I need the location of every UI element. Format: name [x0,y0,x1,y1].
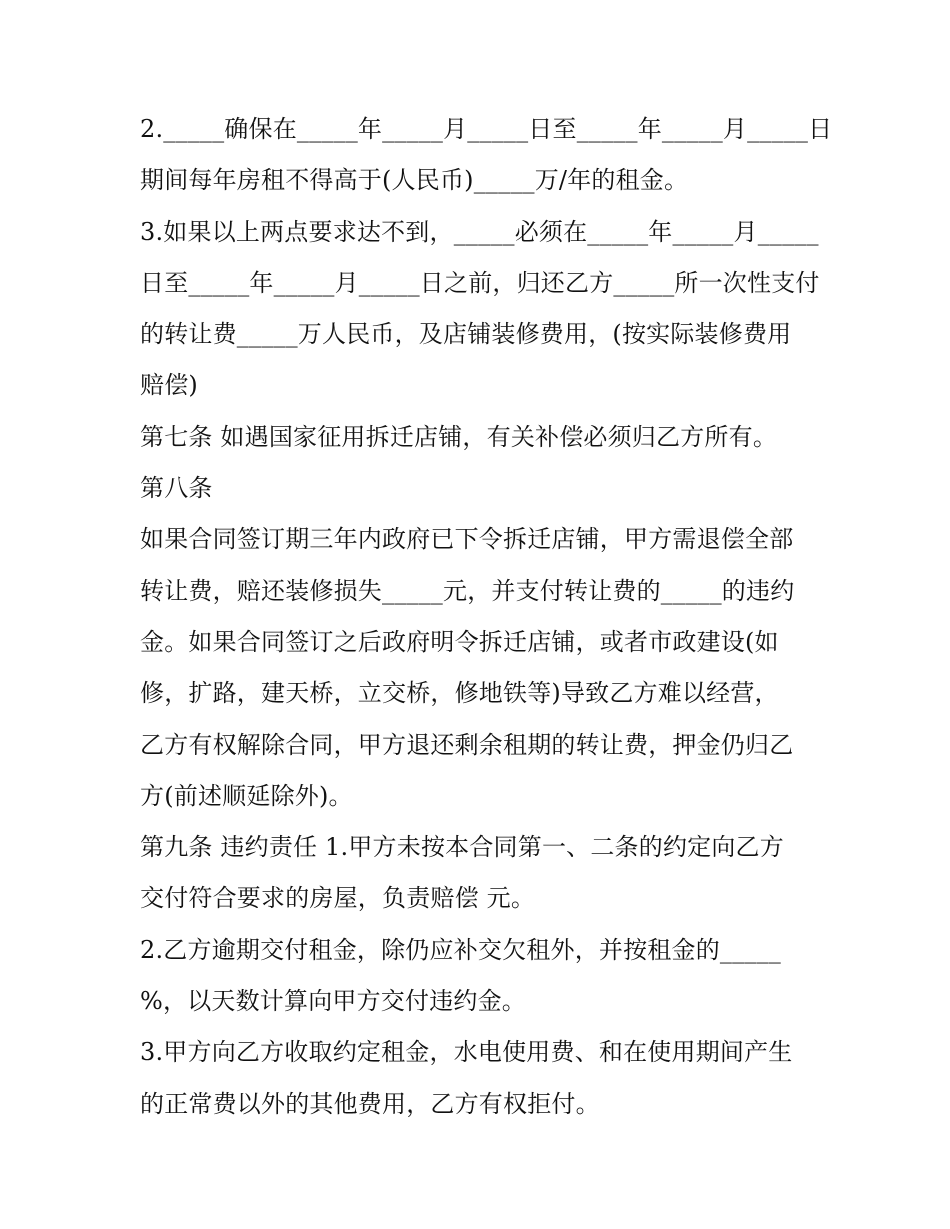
text-line: 3.甲方向乙方收取约定租金，水电使用费、和在使用期间产生 [140,1038,793,1067]
text-line: 如果合同签订期三年内政府已下令拆迁店铺，甲方需退偿全部 [140,525,794,554]
document-body [140,104,833,1130]
text-line: 的正常费以外的其他费用，乙方有权拒付。 [140,1089,600,1118]
text-line: 修，扩路，建天桥，立交桥，修地铁等)导致乙方难以经营， [140,679,779,708]
text-line: 期间每年房租不得高于(人民币)_____万/年的租金。 [140,166,689,195]
text-line: %，以天数计算向甲方交付违约金。 [140,987,527,1016]
article-7-line: 第七条 如遇国家征用拆迁店铺，有关补偿必须归乙方所有。 [140,422,778,451]
text-line: 3.如果以上两点要求达不到，_____必须在_____年_____月_____ [140,217,819,246]
text-line: 2.乙方逾期交付租金，除仍应补交欠租外，并按租金的_____ [140,935,781,964]
article-8-heading: 第八条 [140,474,213,503]
article-9-line: 第九条 违约责任 1.甲方未按本合同第一、二条的约定向乙方 [140,833,784,862]
text-line: 的转让费_____万人民币，及店铺装修费用，(按实际装修费用 [140,320,792,349]
text-line: 赔偿) [140,371,198,400]
text-line: 交付符合要求的房屋，负责赔偿 元。 [140,884,536,913]
text-line: 乙方有权解除合同，甲方退还剩余租期的转让费，押金仍归乙 [140,730,794,759]
text-line: 2._____确保在_____年_____月_____日至_____年_____月_____日 [140,115,833,143]
text-line: 转让费，赔还装修损失_____元，并支付转让费的_____的违约 [140,576,795,605]
text-line: 方(前述顺延除外)。 [140,781,353,810]
text-line: 日至_____年_____月_____日之前，归还乙方_____所一次性支付 [140,268,820,297]
text-line: 金。如果合同签订之后政府明令拆迁店铺，或者市政建设(如 [140,627,779,656]
